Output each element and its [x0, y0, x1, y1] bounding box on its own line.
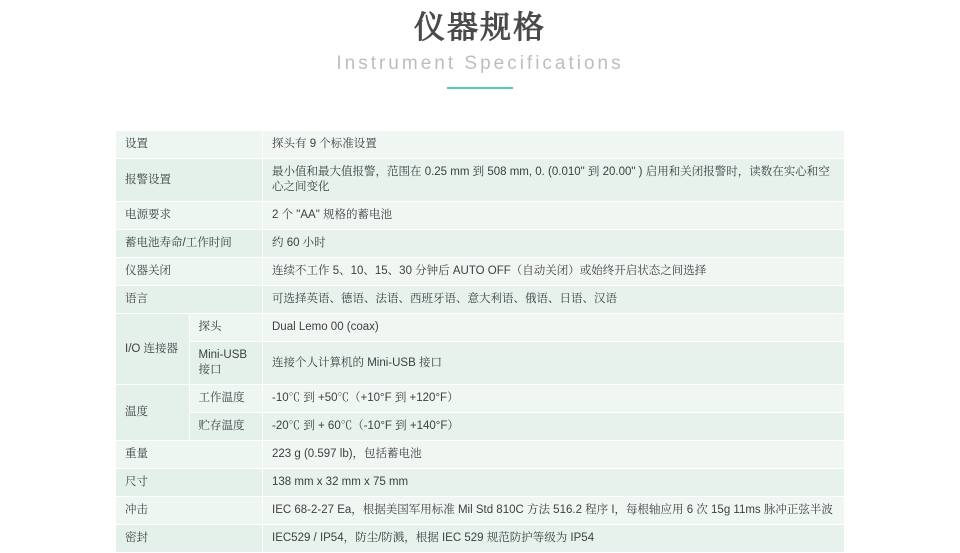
row-sublabel: 探头 — [189, 314, 263, 342]
table-row — [116, 230, 845, 258]
table-row — [116, 202, 845, 230]
table-row — [116, 413, 845, 441]
page-header — [0, 0, 960, 89]
table-row — [116, 286, 845, 314]
row-value: IEC529 / IP54，防尘/防溅，根据 IEC 529 规范防护等级为 IP54 — [263, 525, 845, 553]
title-divider — [447, 87, 513, 89]
row-value: 连接个人计算机的 Mini-USB 接口 — [263, 342, 845, 385]
table-row — [116, 131, 845, 159]
row-value: 约 60 小时 — [263, 230, 845, 258]
row-sublabel: Mini-USB 接口 — [189, 342, 263, 385]
row-label: 语言 — [116, 286, 263, 314]
row-label: 蓄电池寿命/工作时间 — [116, 230, 263, 258]
row-label: 冲击 — [116, 497, 263, 525]
specifications-table-wrapper — [115, 130, 845, 553]
table-row — [116, 258, 845, 286]
row-label: 报警设置 — [116, 159, 263, 202]
row-value: 138 mm x 32 mm x 75 mm — [263, 469, 845, 497]
row-label: I/O 连接器 — [116, 314, 190, 385]
row-label: 温度 — [116, 385, 190, 441]
row-value: 可选择英语、德语、法语、西班牙语、意大利语、俄语、日语、汉语 — [263, 286, 845, 314]
table-row — [116, 385, 845, 413]
row-label: 仪器关闭 — [116, 258, 263, 286]
row-value: -10℃ 到 +50℃（+10°F 到 +120°F） — [263, 385, 845, 413]
table-row — [116, 441, 845, 469]
row-sublabel: 贮存温度 — [189, 413, 263, 441]
specifications-table — [115, 130, 845, 553]
row-value: 探头有 9 个标准设置 — [263, 131, 845, 159]
row-label: 密封 — [116, 525, 263, 553]
table-row — [116, 469, 845, 497]
row-sublabel: 工作温度 — [189, 385, 263, 413]
page-title-en: Instrument Specifications — [336, 53, 624, 74]
table-row — [116, 525, 845, 553]
row-label: 尺寸 — [116, 469, 263, 497]
row-label: 电源要求 — [116, 202, 263, 230]
row-value: 223 g (0.597 lb)，包括蓄电池 — [263, 441, 845, 469]
page-title-cn: 仪器规格 — [414, 10, 546, 45]
row-value: -20℃ 到 + 60℃（-10°F 到 +140°F） — [263, 413, 845, 441]
row-value: Dual Lemo 00 (coax) — [263, 314, 845, 342]
table-row — [116, 314, 845, 342]
row-value: 连续不工作 5、10、15、30 分钟后 AUTO OFF（自动关闭）或始终开启状态之间选择 — [263, 258, 845, 286]
table-row — [116, 159, 845, 202]
table-row — [116, 342, 845, 385]
row-label: 设置 — [116, 131, 263, 159]
row-value: 2 个 "AA" 规格的蓄电池 — [263, 202, 845, 230]
table-row — [116, 497, 845, 525]
row-value: IEC 68-2-27 Ea，根据美国军用标准 Mil Std 810C 方法 516.2 程序 I，每根轴应用 6 次 15g 11ms 脉冲正弦半波 — [263, 497, 845, 525]
row-label: 重量 — [116, 441, 263, 469]
table-body — [116, 131, 845, 553]
row-value: 最小值和最大值报警，范围在 0.25 mm 到 508 mm, 0. (0.010" 到 20.00" ) 启用和关闭报警时，读数在实心和空心之间变化 — [263, 159, 845, 202]
